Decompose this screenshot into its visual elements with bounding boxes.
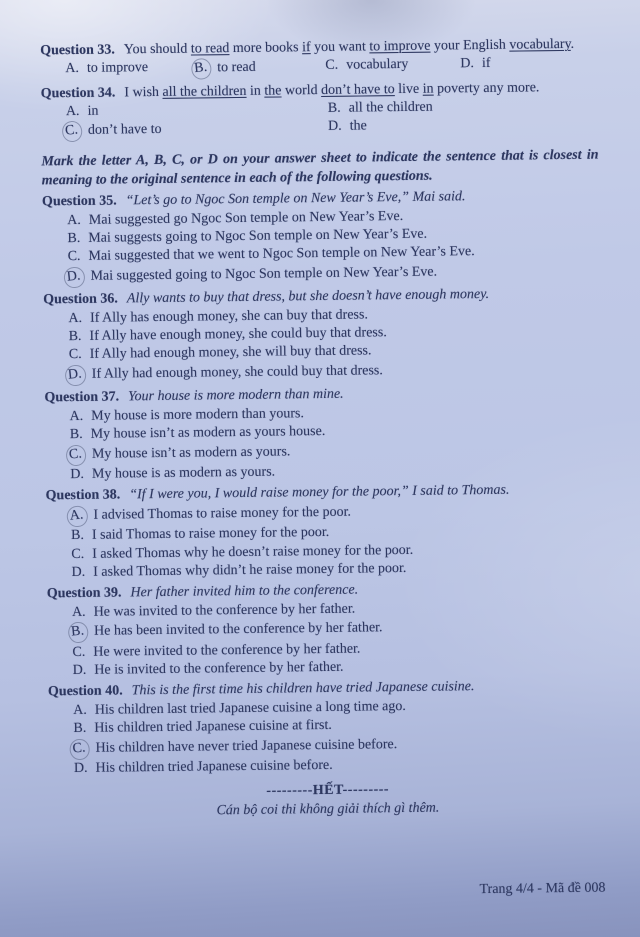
option-text: vocabulary — [346, 57, 409, 74]
stem-segment: in — [246, 83, 265, 99]
question-block — [45, 481, 603, 583]
option-text: all the children — [348, 99, 433, 116]
option-letter: D. — [70, 466, 85, 482]
stem-segment: don’t have to — [321, 81, 395, 98]
question-block — [48, 677, 606, 779]
question-block — [40, 36, 597, 83]
option-text: the — [349, 118, 367, 134]
option-text: Mai suggests going to Ngoc Son temple on New Year’s Eve. — [88, 226, 428, 246]
option-letter: A. — [73, 702, 87, 718]
option-letter: B. — [73, 721, 87, 737]
question-stem — [127, 287, 489, 306]
stem-segment: your English — [430, 37, 510, 54]
option-text: in — [87, 103, 99, 120]
option-letter: A. — [65, 104, 80, 120]
option-letter: D. — [72, 662, 87, 679]
question-number: Question 40. — [47, 683, 123, 700]
question-stem — [132, 680, 475, 699]
stem-segment: “If I were you, I would raise money for the poor,” I said to Thomas. — [129, 483, 510, 503]
stem-segment: world — [281, 82, 322, 99]
question-block — [47, 579, 605, 681]
option-letter: A. — [71, 604, 86, 620]
stem-segment: Her father invited him to the conference. — [130, 582, 359, 601]
options-group — [43, 303, 601, 386]
option-letter: B. — [69, 427, 83, 443]
stem-segment: Your house is more modern than mine. — [127, 387, 344, 405]
stem-segment: to read — [190, 41, 230, 57]
answer-option — [195, 57, 325, 80]
option-text: My house isn’t as modern as yours house. — [90, 424, 326, 442]
option-letter: A. — [65, 61, 80, 77]
option-text: If Ally had enough money, she could buy that dress. — [91, 363, 383, 382]
question-number: Question 35. — [41, 193, 117, 210]
option-letter: A. — [69, 408, 84, 424]
option-letter: C. — [72, 644, 86, 660]
option-letter: D. — [328, 118, 342, 134]
options-group — [41, 97, 598, 142]
option-text: Mai suggested go Ngoc Son temple on New Year’s Eve. — [88, 208, 404, 228]
option-text: He has been invited to the conference by her father. — [94, 620, 383, 639]
stem-segment: you want — [310, 39, 370, 56]
question-number: Question 36. — [43, 291, 118, 308]
option-text: My house is as modern as yours. — [91, 464, 276, 482]
option-letter-circled: C. — [61, 120, 83, 142]
question-block — [44, 383, 602, 485]
answer-option — [66, 118, 328, 142]
options-group — [48, 695, 606, 778]
option-letter: C. — [71, 546, 85, 562]
option-letter: D. — [73, 760, 88, 777]
page-label: Trang 4/4 - Mã đề 008 — [479, 880, 606, 898]
question-stem — [124, 80, 539, 100]
option-text: If Ally had enough money, she will buy that dress. — [89, 343, 372, 363]
option-letter-circled: C. — [69, 738, 91, 761]
questions-part2 — [42, 187, 606, 779]
option-text: don’t have to — [87, 121, 162, 138]
stem-segment: if — [301, 40, 311, 56]
option-letter: D. — [460, 56, 475, 72]
stem-segment: to improve — [369, 38, 431, 55]
question-block — [42, 187, 600, 289]
question-stem — [130, 583, 358, 601]
option-letter: C. — [68, 347, 82, 363]
question-number: Question 34. — [40, 85, 116, 102]
option-text: If Ally have enough money, she could buy that dress. — [89, 325, 387, 344]
question-stem — [129, 483, 509, 503]
stem-segment: all the children — [162, 83, 247, 100]
question-number: Question 38. — [45, 487, 121, 504]
answer-option — [325, 56, 460, 79]
answer-option — [460, 54, 597, 77]
question-block — [43, 285, 601, 387]
option-text: His children last tried Japanese cuisine a long time ago. — [94, 698, 406, 718]
end-note: Cán bộ coi thi không giải thích gì thêm. — [216, 800, 440, 819]
answer-option — [65, 59, 195, 82]
stem-segment: poverty any more. — [433, 80, 540, 97]
option-letter-circled: D. — [63, 266, 86, 289]
stem-segment: “Let’s go to Ngoc Son temple on New Year’s Eve,” Mai said. — [125, 189, 466, 209]
option-letter: B. — [68, 328, 82, 345]
option-text: My house isn’t as modern as yours. — [91, 443, 291, 462]
option-text: I asked Thomas why he doesn’t raise money for the poor. — [92, 542, 414, 562]
option-letter-circled: B. — [67, 621, 89, 644]
end-divider: ---------HẾT--------- — [266, 782, 390, 800]
question-block — [41, 78, 599, 141]
option-letter-circled: C. — [65, 444, 87, 467]
question-stem — [128, 387, 344, 405]
stem-segment: the — [264, 83, 282, 99]
option-letter: D. — [71, 564, 86, 580]
options-group — [42, 205, 600, 288]
option-text: His children tried Japanese cuisine before. — [95, 757, 333, 776]
answer-option — [328, 114, 598, 138]
stem-segment: I wish — [124, 84, 163, 101]
option-text: My house is more modern than yours. — [91, 405, 305, 424]
option-text: If Ally has enough money, she can buy that dress. — [89, 307, 368, 326]
question-number: Question 33. — [40, 42, 115, 59]
option-text: Mai suggested going to Ngoc Son temple on New Year’s Eve. — [90, 264, 438, 284]
option-text: His children have never tried Japanese cuisine before. — [95, 736, 398, 756]
option-text: to improve — [86, 60, 149, 77]
question-number: Question 37. — [44, 389, 120, 406]
stem-segment: vocabulary — [509, 36, 571, 53]
option-letter-circled: A. — [66, 505, 89, 528]
options-group — [45, 401, 603, 484]
stem-segment: Ally wants to buy that dress, but she doesn’t have enough money. — [126, 287, 490, 307]
questions-part1 — [40, 36, 598, 142]
option-letter: B. — [327, 100, 341, 117]
option-text: His children tried Japanese cuisine at first. — [94, 718, 332, 736]
option-text: Mai suggested that we went to Ngoc Son temple on New Year’s Eve. — [88, 244, 475, 265]
option-letter-circled: B. — [190, 58, 212, 81]
exam-page — [40, 33, 608, 905]
stem-segment: This is the first time his children have tried Japanese cuisine. — [131, 679, 475, 699]
stem-segment: more books — [229, 40, 303, 57]
option-letter: C. — [325, 58, 339, 74]
option-text: I asked Thomas why didn’t he raise money for the poor. — [93, 560, 407, 580]
question-number: Question 39. — [46, 585, 122, 602]
stem-segment: in — [422, 81, 434, 97]
option-letter: A. — [67, 212, 81, 228]
options-group — [47, 597, 605, 680]
option-text: He is invited to the conference by her father. — [94, 659, 344, 678]
option-text: I advised Thomas to raise money for the poor. — [93, 504, 352, 523]
option-letter: C. — [67, 249, 81, 265]
option-text: if — [481, 56, 491, 72]
question-stem — [126, 189, 466, 208]
option-text: He was invited to the conference by her father. — [93, 601, 356, 620]
option-letter: B. — [70, 528, 85, 544]
option-text: I said Thomas to raise money for the poor. — [91, 525, 330, 543]
options-group — [46, 499, 604, 582]
stem-segment: live — [394, 81, 423, 97]
section-instruction: Mark the letter A, B, C, or D on your answer sheet to indicate the sentence that is closest in meaning to the original sentence in each of the following questions. — [41, 147, 599, 189]
option-text: to read — [217, 60, 256, 76]
option-letter: A. — [68, 310, 83, 326]
stem-segment: . — [570, 36, 575, 52]
option-letter-circled: D. — [64, 364, 87, 387]
option-text: He were invited to the conference by her father. — [93, 641, 361, 660]
stem-segment: You should — [123, 41, 191, 58]
option-letter: B. — [67, 230, 81, 247]
